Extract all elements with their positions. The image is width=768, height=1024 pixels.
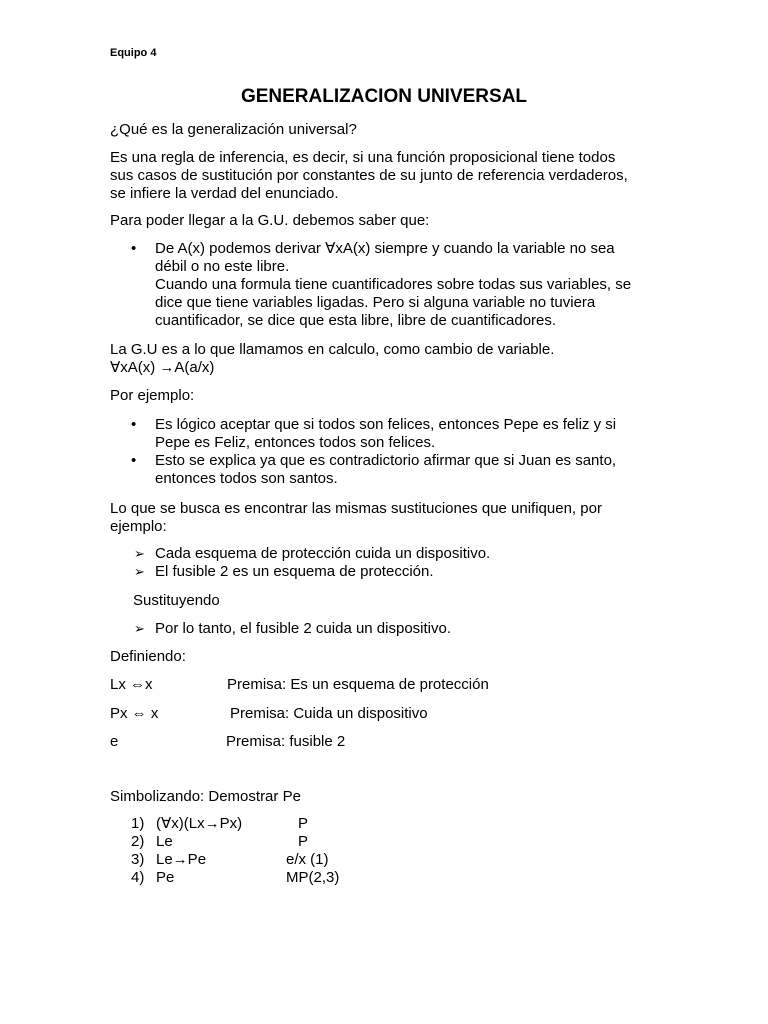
- gu-calc-line: La G.U es a lo que llamamos en calculo, como cambio de variable.: [110, 341, 555, 358]
- list-item: ➢ El fusible 2 es un esquema de protección.: [110, 563, 670, 581]
- bullet-line: dice que tiene variables ligadas. Pero si alguna variable no tuviera: [155, 294, 596, 311]
- definition-paragraph: [110, 149, 670, 203]
- proof-formula: Le→Pe: [156, 851, 207, 868]
- definition-symbol: Lx ⇔x: [110, 676, 153, 693]
- proof-number: 4): [131, 869, 145, 886]
- definition-line: sus casos de sustitución por constantes de su junto de referencia verdaderos,: [110, 167, 628, 184]
- bullet-line: débil o no este libre.: [155, 258, 290, 275]
- proof-formula: (∀x)(Lx→Px): [156, 815, 243, 832]
- question-text: [110, 121, 670, 139]
- bullet-line: • Esto se explica ya que es contradictorio afirmar que si Juan es santo,: [155, 452, 617, 469]
- search-line: ejemplo:: [110, 518, 167, 535]
- example-label: Por ejemplo:: [110, 387, 195, 404]
- definition-meaning: Premisa: fusible 2: [226, 733, 346, 750]
- search-line: Lo que se busca es encontrar las mismas sustituciones que unifiquen, por: [110, 500, 602, 517]
- bullet-line: Cuando una formula tiene cuantificadores sobre todas sus variables, se: [155, 276, 632, 293]
- page-title: GENERALIZACION UNIVERSAL: [240, 86, 528, 107]
- list-item: [110, 452, 670, 488]
- question-line: ¿Qué es la generalización universal?: [110, 121, 357, 138]
- proof-number: 3): [131, 851, 145, 868]
- gu-formula: ∀xA(x) →A(a/x): [110, 359, 215, 376]
- premises-list: [110, 545, 670, 581]
- bullet-line: Pepe es Feliz, entonces todos son felices.: [155, 434, 436, 451]
- bullet-line: • De A(x) podemos derivar ∀xA(x) siempre y cuando la variable no sea: [155, 240, 615, 257]
- substituting-line: Sustituyendo: [133, 592, 220, 609]
- intro-gu-line: Para poder llegar a la G.U. debemos saber que:: [110, 212, 430, 229]
- header-label: Equipo 4: [110, 47, 157, 59]
- bullet-line: cuantificador, se dice que esta libre, libre de cuantificadores.: [155, 312, 557, 329]
- proof-number: 1): [131, 815, 145, 832]
- definition-meaning: Premisa: Es un esquema de protección: [227, 676, 489, 693]
- conclusion-list: [110, 620, 670, 638]
- list-item: ➢ Por lo tanto, el fusible 2 cuida un dispositivo.: [110, 620, 670, 638]
- defining-label: [110, 648, 670, 666]
- proof-justification: e/x (1): [286, 851, 329, 868]
- bullet-line: entonces todos son santos.: [155, 470, 338, 487]
- substituting-text: [133, 592, 693, 610]
- proof-justification: P: [298, 815, 309, 832]
- defining-line: Definiendo:: [110, 648, 186, 665]
- example-bullet-list: [110, 416, 670, 488]
- definition-line: se infiere la verdad del enunciado.: [110, 185, 339, 202]
- intro-gu-paragraph: [110, 212, 670, 230]
- definition-symbol: Px ⇔ x: [110, 705, 159, 722]
- example-label-paragraph: [110, 387, 670, 405]
- list-item: [110, 240, 670, 330]
- main-bullet-list: [110, 240, 670, 330]
- proof-formula: Le: [156, 833, 173, 850]
- proof-formula: Pe: [156, 869, 175, 886]
- list-item: [110, 416, 670, 452]
- definition-line: Es una regla de inferencia, es decir, si una función proposicional tiene todos: [110, 149, 616, 166]
- list-item: ➢ Cada esquema de protección cuida un dispositivo.: [110, 545, 670, 563]
- proof-justification: P: [298, 833, 309, 850]
- bullet-line: • Es lógico aceptar que si todos son felices, entonces Pepe es feliz y si: [155, 416, 617, 433]
- proof-number: 2): [131, 833, 145, 850]
- gu-calc-paragraph: [110, 341, 670, 377]
- symbolizing-label: [110, 788, 670, 806]
- symbolizing-line: Simbolizando: Demostrar Pe: [110, 788, 301, 805]
- definition-symbol: e: [110, 733, 119, 750]
- definition-meaning: Premisa: Cuida un dispositivo: [230, 705, 428, 722]
- proof-justification: MP(2,3): [286, 869, 340, 886]
- search-paragraph: [110, 500, 670, 536]
